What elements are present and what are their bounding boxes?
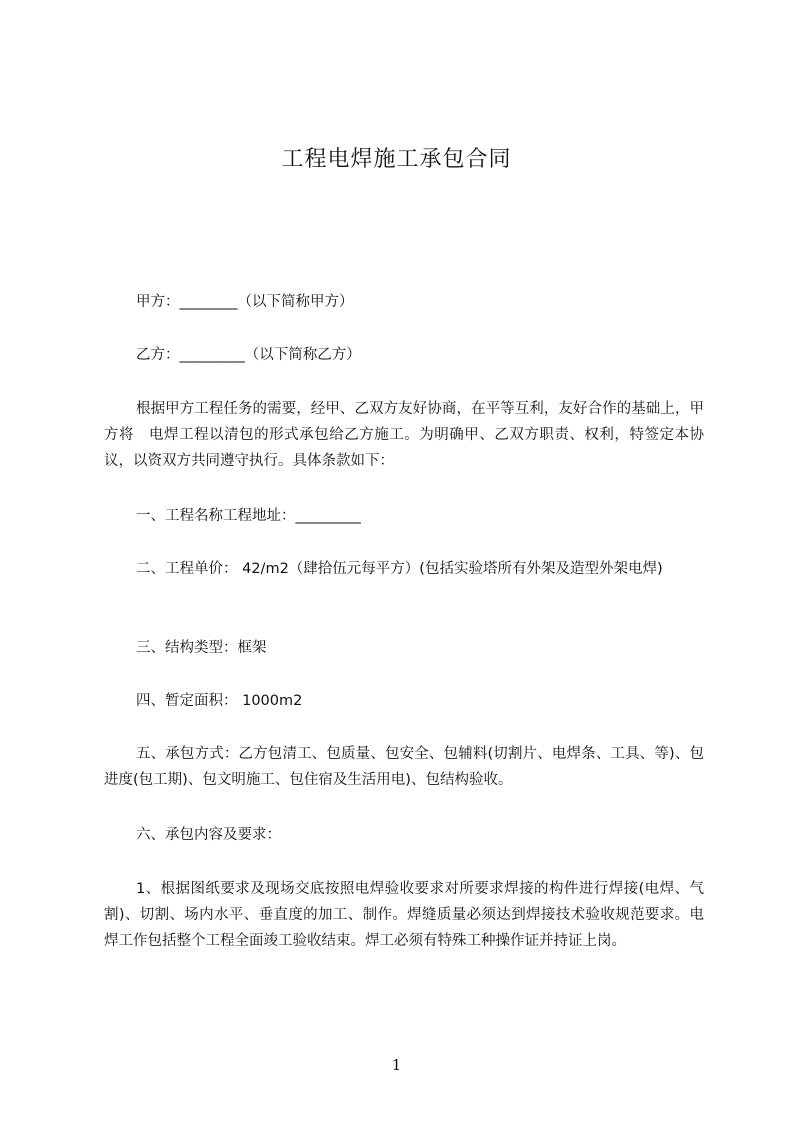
party-b-line: 乙方：_________（以下简称乙方） xyxy=(136,347,361,363)
clause-structure-type: 三、结构类型：框架 xyxy=(136,640,267,656)
party-a-line: 甲方：________（以下简称甲方） xyxy=(136,294,354,310)
clause-unit-price: 二、工程单价： 42/m2（肆拾伍元每平方）(包括实验塔所有外架及造型外架电焊) xyxy=(136,561,663,577)
clause-scope-heading: 六、承包内容及要求： xyxy=(136,827,281,843)
page-number: 1 xyxy=(391,1056,402,1074)
clause-contract-method: 五、承包方式：乙方包清工、包质量、包安全、包辅料(切割片、电焊条、工具、等)、包进度(包工期)、包文明施工、包住宿及生活用电)、包结构验收。 xyxy=(104,746,704,788)
document-title: 工程电焊施工承包合同 xyxy=(281,147,512,172)
clause-project-name: 一、工程名称工程地址：_________ xyxy=(136,508,361,524)
clause-area: 四、暂定面积： 1000m2 xyxy=(136,693,303,709)
clause-scope-item-1: 1、根据图纸要求及现场交底按照电焊验收要求对所要求焊接的构件进行焊接(电焊、气割)、切割、场内水平、垂直度的加工、制作。焊缝质量必须达到焊接技术验收规范要求。电焊工作包括整个工程全面竣工验收结束。焊工必须有特殊工种操作证并持证上岗。 xyxy=(104,881,704,949)
preamble-paragraph: 根据甲方工程任务的需要，经甲、乙双方友好协商，在平等互利，友好合作的基础上，甲方将 电焊工程以清包的形式承包给乙方施工。为明确甲、乙双方职责、权利，特签定本协议，以资双方共同遵守执行。具体条款如下： xyxy=(104,401,704,469)
